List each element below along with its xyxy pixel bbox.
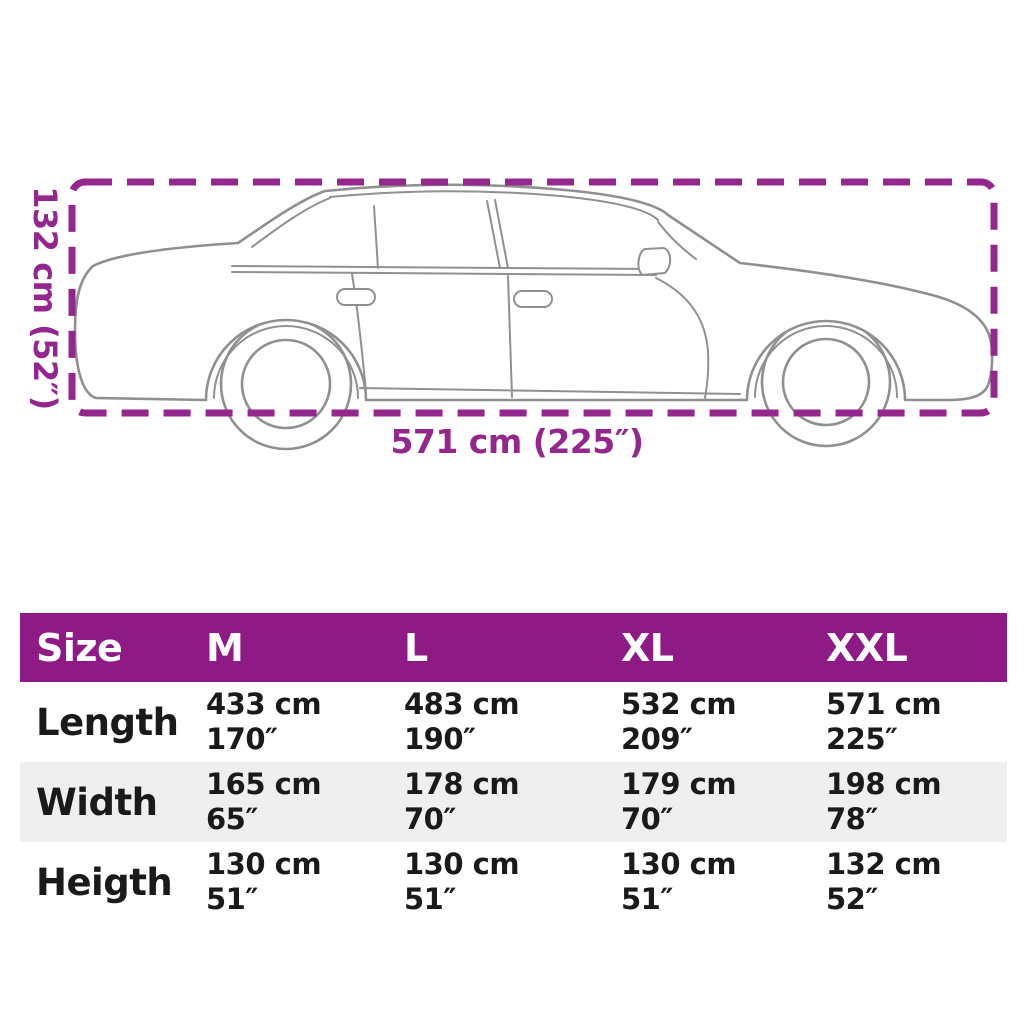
- header-xl: XL: [621, 625, 674, 670]
- heigth-xl: [621, 847, 826, 917]
- heigth-xxl: [826, 847, 1007, 917]
- width-xxl: [826, 767, 1007, 837]
- length-xl: [621, 687, 826, 757]
- length-dimension-label: 571 cm (225″): [390, 422, 644, 461]
- value-cm: 130 cm: [404, 847, 520, 881]
- value-inch: 52″: [826, 882, 878, 916]
- value-inch: 170″: [206, 722, 278, 756]
- door-handle-rear: [337, 289, 375, 305]
- table-row-heigth: [20, 842, 1007, 922]
- value-cm: 433 cm: [206, 687, 322, 721]
- value-cm: 132 cm: [826, 847, 942, 881]
- header-m: M: [206, 625, 244, 670]
- value-inch: 51″: [206, 882, 258, 916]
- door-handle-front: [514, 291, 552, 307]
- value-cm: 532 cm: [621, 687, 737, 721]
- width-xl: [621, 767, 826, 837]
- value-cm: 130 cm: [206, 847, 322, 881]
- header-size: Size: [36, 625, 123, 670]
- table-row-width: [20, 762, 1007, 842]
- length-l: [404, 687, 621, 757]
- heigth-l: [404, 847, 621, 917]
- value-inch: 190″: [404, 722, 476, 756]
- value-inch: 225″: [826, 722, 898, 756]
- row-label: Heigth: [36, 860, 173, 904]
- header-l: L: [404, 625, 428, 670]
- length-xxl: [826, 687, 1007, 757]
- value-cm: 179 cm: [621, 767, 737, 801]
- value-inch: 78″: [826, 802, 878, 836]
- value-inch: 65″: [206, 802, 258, 836]
- value-inch: 51″: [404, 882, 456, 916]
- size-table: [20, 613, 1007, 922]
- value-cm: 165 cm: [206, 767, 322, 801]
- width-l: [404, 767, 621, 837]
- size-table-header: [20, 613, 1007, 682]
- value-inch: 70″: [404, 802, 456, 836]
- header-xxl: XXL: [826, 625, 908, 670]
- value-inch: 70″: [621, 802, 673, 836]
- heigth-m: [206, 847, 404, 917]
- value-cm: 198 cm: [826, 767, 942, 801]
- side-mirror: [638, 248, 670, 275]
- value-cm: 178 cm: [404, 767, 520, 801]
- width-m: [206, 767, 404, 837]
- length-m: [206, 687, 404, 757]
- value-cm: 130 cm: [621, 847, 737, 881]
- row-label: Length: [36, 700, 179, 744]
- value-cm: 483 cm: [404, 687, 520, 721]
- value-inch: 209″: [621, 722, 693, 756]
- value-inch: 51″: [621, 882, 673, 916]
- value-cm: 571 cm: [826, 687, 942, 721]
- height-dimension-label: 132 cm (52″): [26, 186, 64, 410]
- table-row-length: [20, 682, 1007, 762]
- row-label: Width: [36, 780, 158, 824]
